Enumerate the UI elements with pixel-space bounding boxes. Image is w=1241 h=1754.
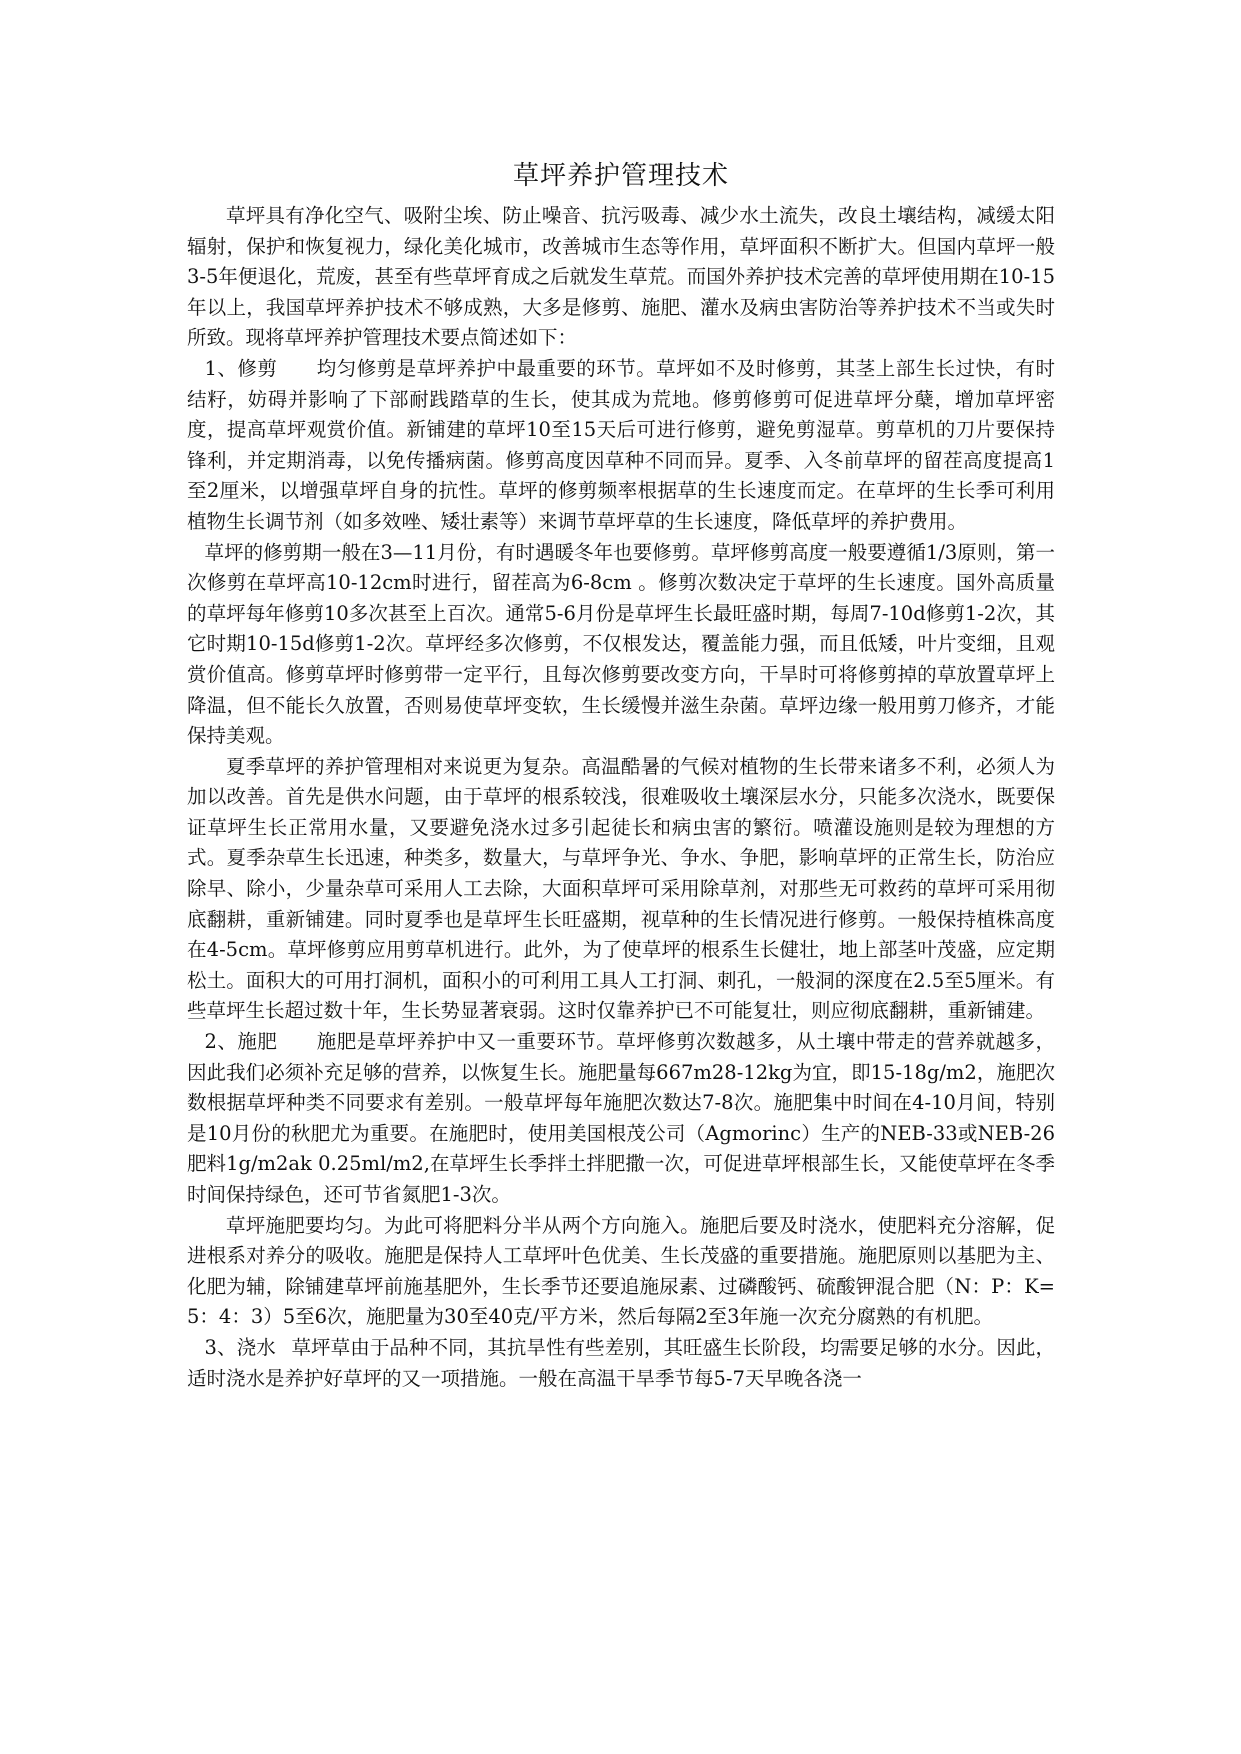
paragraph-text: 施肥是草坪养护中又一重要环节。草坪修剪次数越多，从土壤中带走的营养就越多，因此我们必须补充足够的营养，以恢复生长。施肥量每667m28-12kg为宜，即15-18g/m2，施肥次数根据草坪种类不同要求有差别。一般草坪每年施肥次数达7-8次。施肥集中时间在4-10月间，特别是10月份的秋肥尤为重要。在施肥时，使用美国根茂公司（Agmorinc）生产的NEB-33或NEB-26肥料1g/m2ak 0.25ml/m2,在草坪生长季拌土拌肥撒一次，可促进草坪根部生长，又能使草坪在冬季时间保持绿色，还可节省氮肥1-3次。	[187, 1030, 1055, 1206]
paragraph-text: 夏季草坪的养护管理相对来说更为复杂。高温酷暑的气候对植物的生长带来诸多不利，必须人为加以改善。首先是供水问题，由于草坪的根系较浅，很难吸收土壤深层水分，只能多次浇水，既要保证草坪生长正常用水量，又要避免浇水过多引起徒长和病虫害的繁衍。喷灌设施则是较为理想的方式。夏季杂草生长迅速，种类多，数量大，与草坪争光、争水、争肥，影响草坪的正常生长，防治应除早、除小，少量杂草可采用人工去除，大面积草坪可采用除草剂，对那些无可救药的草坪可采用彻底翻耕，重新铺建。同时夏季也是草坪生长旺盛期，视草种的生长情况进行修剪。一般保持植株高度在4-5cm。草坪修剪应用剪草机进行。此外，为了使草坪的根系生长健壮，地上部茎叶茂盛，应定期松土。面积大的可用打洞机，面积小的可利用工具人工打洞、刺孔，一般洞的深度在2.5至5厘米。有些草坪生长超过数十年，生长势显著衰弱。这时仅靠养护已不可能复壮，则应彻底翻耕，重新铺建。	[187, 754, 1055, 1023]
paragraph-watering	[187, 1333, 1055, 1394]
section-heading-pruning: 1、修剪	[204, 356, 278, 380]
paragraph-text: 草坪具有净化空气、吸附尘埃、防止噪音、抗污吸毒、减少水土流失，改良土壤结构，减缓太阳辐射，保护和恢复视力，绿化美化城市，改善城市生态等作用，草坪面积不断扩大。但国内草坪一般3-5年便退化，荒废，甚至有些草坪育成之后就发生草荒。而国外养护技术完善的草坪使用期在10-15年以上，我国草坪养护技术不够成熟，大多是修剪、施肥、灌水及病虫害防治等养护技术不当或失时所致。现将草坪养护管理技术要点简述如下：	[187, 204, 1055, 350]
paragraph-fertilizing	[187, 1027, 1055, 1211]
paragraph-text: 均匀修剪是草坪养护中最重要的环节。草坪如不及时修剪，其茎上部生长过快，有时结籽，妨碍并影响了下部耐践踏草的生长，使其成为荒地。修剪修剪可促进草坪分蘖，增加草坪密度，提高草坪观赏价值。新铺建的草坪10至15天后可进行修剪，避免剪湿草。剪草机的刀片要保持锋利，并定期消毒，以免传播病菌。修剪高度因草种不同而异。夏季、入冬前草坪的留茬高度提高1至2厘米，以增强草坪自身的抗性。草坪的修剪频率根据草的生长速度而定。在草坪的生长季可利用植物生长调节剂（如多效唑、矮壮素等）来调节草坪草的生长速度，降低草坪的养护费用。	[187, 356, 1055, 533]
paragraph-pruning-period	[187, 538, 1055, 752]
paragraph-summer-care	[187, 752, 1055, 1027]
paragraph-text: 草坪草由于品种不同，其抗旱性有些差别，其旺盛生长阶段，均需要足够的水分。因此，适时浇水是养护好草坪的又一项措施。一般在高温干旱季节每5-7天早晚各浇一	[187, 1335, 1055, 1390]
paragraph-pruning	[187, 354, 1055, 538]
document-page	[187, 160, 1055, 1394]
paragraph-text: 草坪施肥要均匀。为此可将肥料分半从两个方向施入。施肥后要及时浇水，使肥料充分溶解，促进根系对养分的吸收。施肥是保持人工草坪叶色优美、生长茂盛的重要措施。施肥原则以基肥为主、化肥为辅，除铺建草坪前施基肥外，生长季节还要追施尿素、过磷酸钙、硫酸钾混合肥（N：P：K=5：4：3）5至6次，施肥量为30至40克/平方米，然后每隔2至3年施一次充分腐熟的有机肥。	[187, 1213, 1055, 1329]
paragraph-text: 草坪的修剪期一般在3—11月份，有时遇暖冬年也要修剪。草坪修剪高度一般要遵循1/3原则，第一次修剪在草坪高10-12cm时进行，留茬高为6-8cm 。修剪次数决定于草坪的生长速度。国外高质量的草坪每年修剪10多次甚至上百次。通常5-6月份是草坪生长最旺盛时期，每周7-10d修剪1-2次，其它时期10-15d修剪1-2次。草坪经多次修剪，不仅根发达，覆盖能力强，而且低矮，叶片变细，且观赏价值高。修剪草坪时修剪带一定平行，且每次修剪要改变方向，干旱时可将修剪掉的草放置草坪上降温，但不能长久放置，否则易使草坪变软，生长缓慢并滋生杂菌。草坪边缘一般用剪刀修齐，才能保持美观。	[187, 540, 1055, 748]
paragraph-intro	[187, 201, 1055, 354]
section-heading-watering: 3、浇水	[204, 1335, 276, 1359]
paragraph-fertilizing-even	[187, 1211, 1055, 1333]
section-heading-fertilizing: 2、施肥	[204, 1030, 278, 1054]
document-title: 草坪养护管理技术	[512, 161, 729, 191]
